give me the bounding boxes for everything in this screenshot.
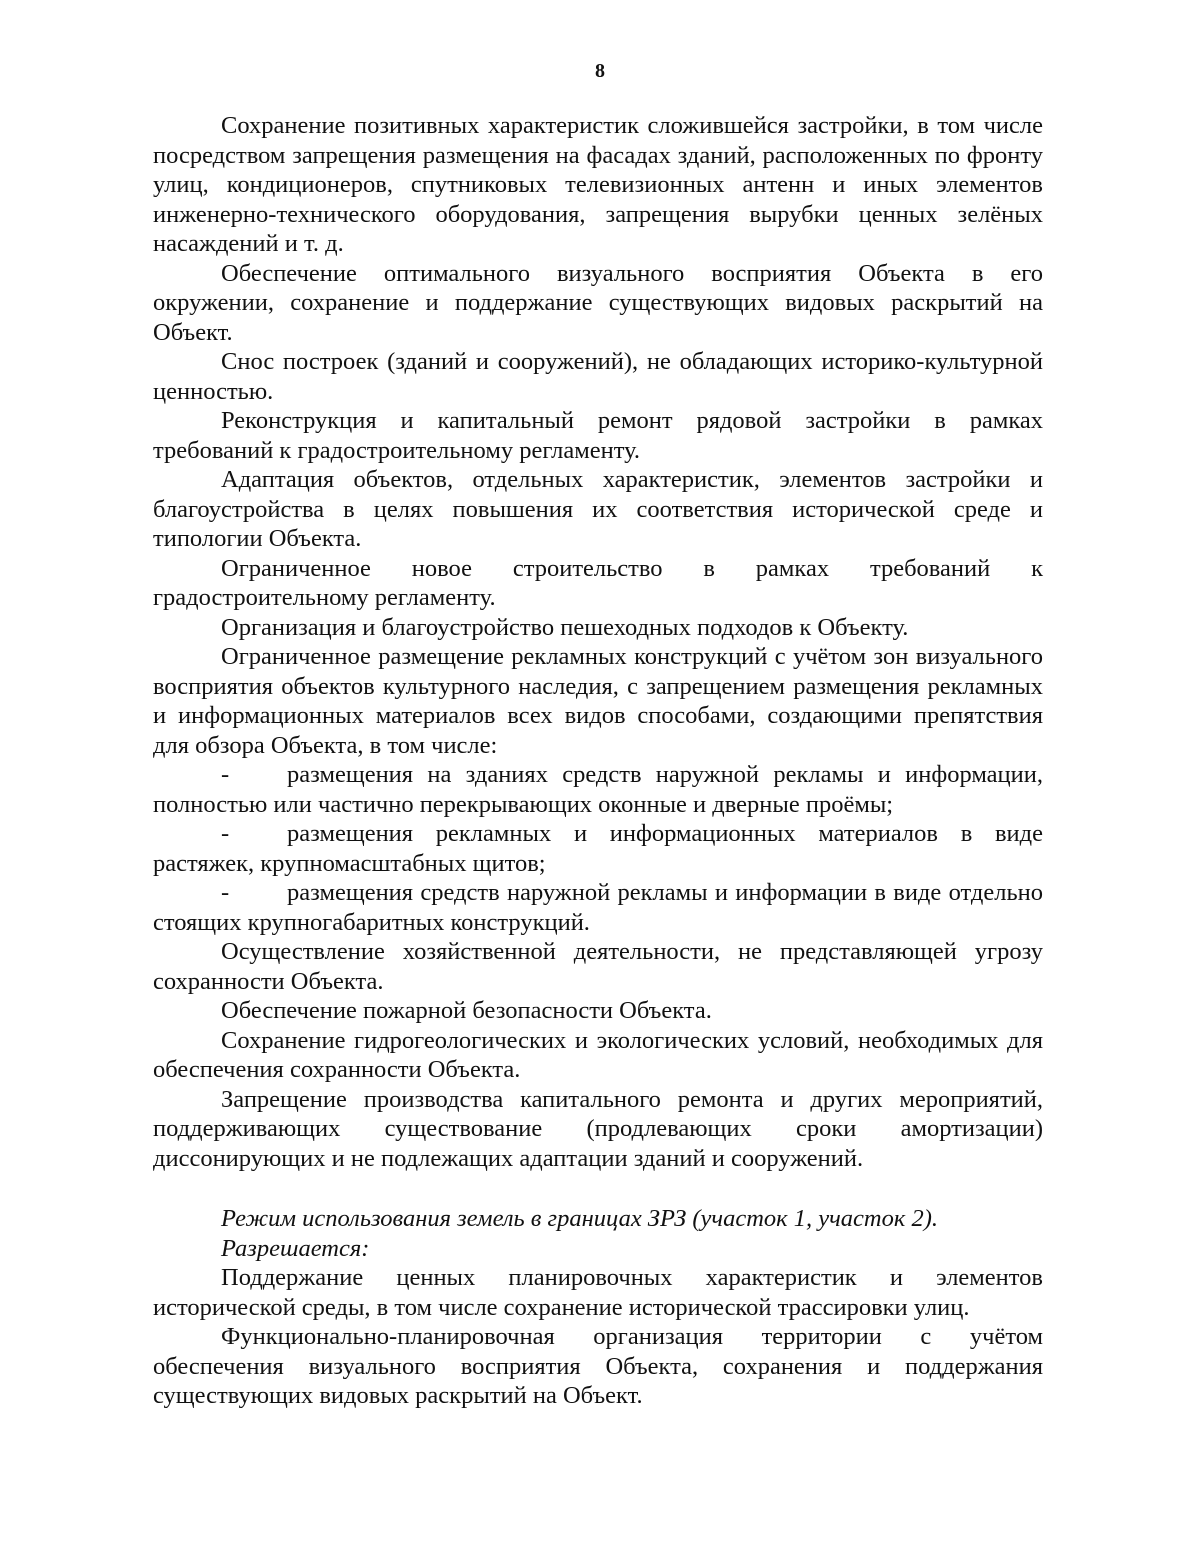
paragraph: Осуществление хозяйственной деятельности, не представляющей угрозу сохранности Объекта. (153, 938, 1043, 995)
dash-list-item (153, 878, 1043, 937)
paragraph: Ограниченное размещение рекламных конструкций с учётом зон визуального восприятия объектов культурного наследия, с запрещением размещения рекламных и информационных материалов всех видов способами, создающими препятствия для обзора Объекта, в том числе: (153, 643, 1043, 759)
section-zrz (153, 1204, 1043, 1411)
paragraph: Снос построек (зданий и сооружений), не обладающих историко-культурной ценностью. (153, 348, 1043, 405)
dash-list-item (153, 819, 1043, 878)
dash-marker: - (221, 761, 230, 788)
dash-item-text: размещения средств наружной рекламы и информации в виде отдельно стоящих крупногабаритных конструкций. (153, 879, 1043, 936)
paragraph: Поддержание ценных планировочных характеристик и элементов исторической среды, в том числе сохранение исторической трассировки улиц. (153, 1264, 1043, 1321)
dash-marker: - (221, 879, 230, 906)
paragraph: Запрещение производства капитального ремонта и других мероприятий, поддерживающих существование (продлевающих сроки амортизации) диссонирующих и не подлежащих адаптации зданий и сооружений. (153, 1085, 1043, 1172)
paragraph: Реконструкция и капитальный ремонт рядовой застройки в рамках требований к градостроительному регламенту. (153, 407, 1043, 464)
dash-marker: - (221, 820, 230, 847)
section-heading: Режим использования земель в границах ЗРЗ (участок 1, участок 2). (221, 1205, 938, 1232)
paragraph: Сохранение гидрогеологических и экологических условий, необходимых для обеспечения сохранности Объекта. (153, 1026, 1043, 1083)
paragraph: Адаптация объектов, отдельных характеристик, элементов застройки и благоустройства в целях повышения их соответствия исторической среде и типологии Объекта. (153, 466, 1043, 552)
paragraph: Обеспечение пожарной безопасности Объекта. (221, 997, 712, 1024)
paragraph: Сохранение позитивных характеристик сложившейся застройки, в том числе посредством запрещения размещения на фасадах зданий, расположенных по фронту улиц, кондиционеров, спутниковых телевизионных антенн и иных элементов инженерно-технического оборудования, запрещения вырубки ценных зелёных насаждений и т. д. (153, 112, 1043, 257)
paragraph: Организация и благоустройство пешеходных подходов к Объекту. (221, 613, 909, 641)
page-number: 8 (595, 60, 605, 82)
document-body (153, 111, 1043, 1411)
dash-list-item (153, 760, 1043, 819)
paragraph: Обеспечение оптимального визуального восприятия Объекта в его окружении, сохранение и поддержание существующих видовых раскрытий на Объект. (153, 259, 1043, 346)
section-subheading: Разрешается: (221, 1234, 370, 1262)
paragraph: Функционально-планировочная организация территории с учётом обеспечения визуального восприятия Объекта, сохранения и поддержания существующих видовых раскрытий на Объект. (153, 1323, 1043, 1409)
dash-item-text: размещения рекламных и информационных материалов в виде растяжек, крупномасштабных щитов; (153, 820, 1043, 877)
dash-item-text: размещения на зданиях средств наружной рекламы и информации, полностью или частично перекрывающих оконные и дверные проёмы; (153, 761, 1043, 818)
paragraph: Ограниченное новое строительство в рамках требований к градостроительному регламенту. (153, 554, 1043, 611)
